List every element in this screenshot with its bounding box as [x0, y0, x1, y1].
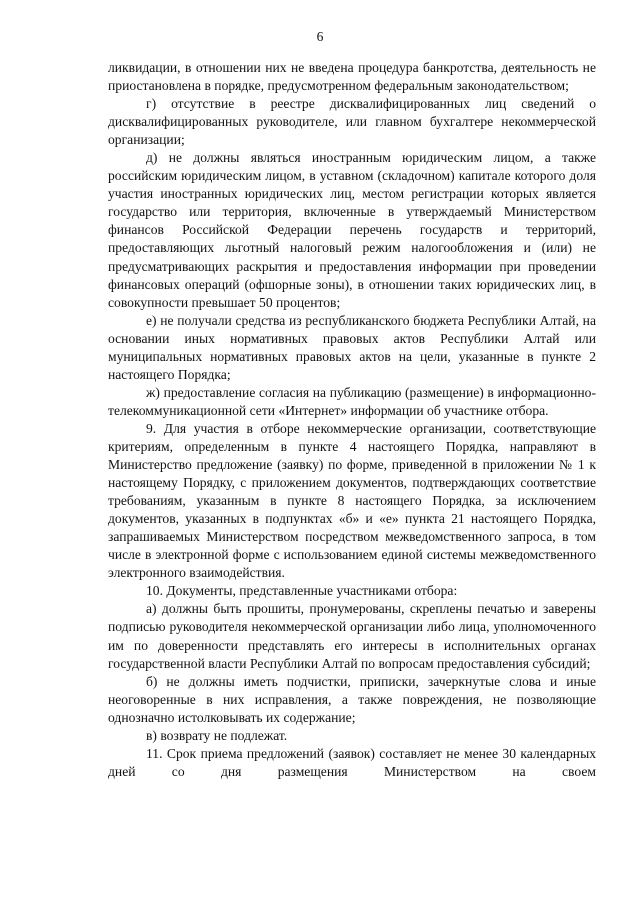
paragraph-item-b: б) не должны иметь подчистки, приписки, зачеркнутые слова и иные неоговоренные в них исправления, а также повреждения, не позволяющие однозначно истолковывать их содержание;: [108, 673, 596, 725]
document-body: [108, 59, 596, 781]
paragraph-point-11: 11. Срок приема предложений (заявок) составляет не менее 30 календарных дней со дня размещения Министерством на своем: [108, 745, 596, 779]
paragraph-item-a: а) должны быть прошиты, пронумерованы, скреплены печатью и заверены подписью руководителя некоммерческой организации либо лица, уполномоченного им по доверенности представлять его интересы в исполнительных органах государственной власти Республики Алтай по вопросам предоставления субсидий;: [108, 601, 596, 671]
paragraph-item-d: д) не должны являться иностранным юридическим лицом, а также российским юридическим лицом, в уставном (складочном) капитале которого доля участия иностранных юридических лиц, местом регистрации которых является государство или территория, включенные в утверждаемый Министерством финансов Российской Федерации перечень государств и территорий, предоставляющих льготный налоговый режим налогообложения и (или) не предусматривающих раскрытия и предоставления информации при проведении финансовых операций (офшорные зоны), в отношении таких юридических лиц, в совокупности превышает 50 процентов;: [108, 150, 596, 310]
paragraph-item-e: е) не получали средства из республиканского бюджета Республики Алтай, на основании иных нормативных правовых актов Республики Алтай или муниципальных нормативных правовых актов на цели, указанные в пункте 2 настоящего Порядка;: [108, 312, 596, 382]
page-number: 6: [316, 29, 324, 44]
paragraph-liquidation-continued: ликвидации, в отношении них не введена процедура банкротства, деятельность не приостановлена в порядке, предусмотренном федеральным законодательством;: [108, 60, 596, 94]
paragraph-item-zh: ж) предоставление согласия на публикацию (размещение) в информационно-телекоммуникационной сети «Интернет» информации об участнике отбора.: [108, 384, 596, 418]
paragraph-item-v: в) возврату не подлежат.: [146, 727, 288, 743]
paragraph-point-10: 10. Документы, представленные участниками отбора:: [146, 583, 458, 599]
paragraph-item-g: г) отсутствие в реестре дисквалифицированных лиц сведений о дисквалифицированных руководителе, или главном бухгалтере некоммерческой организации;: [108, 96, 596, 148]
paragraph-point-9: 9. Для участия в отборе некоммерческие организации, соответствующие критериям, определенным в пункте 4 настоящего Порядка, направляют в Министерство предложение (заявку) по форме, приведенной в приложении № 1 к настоящему Порядку, с приложением документов, подтверждающих соответствие требованиям, указанным в пункте 8 настоящего Порядка, за исключением документов, указанных в подпунктах «б» и «е» пункта 21 настоящего Порядка, запрашиваемых Министерством посредством межведомственного запроса, в том числе в электронной форме с использованием единой системы межведомственного электронного взаимодействия.: [108, 420, 596, 581]
